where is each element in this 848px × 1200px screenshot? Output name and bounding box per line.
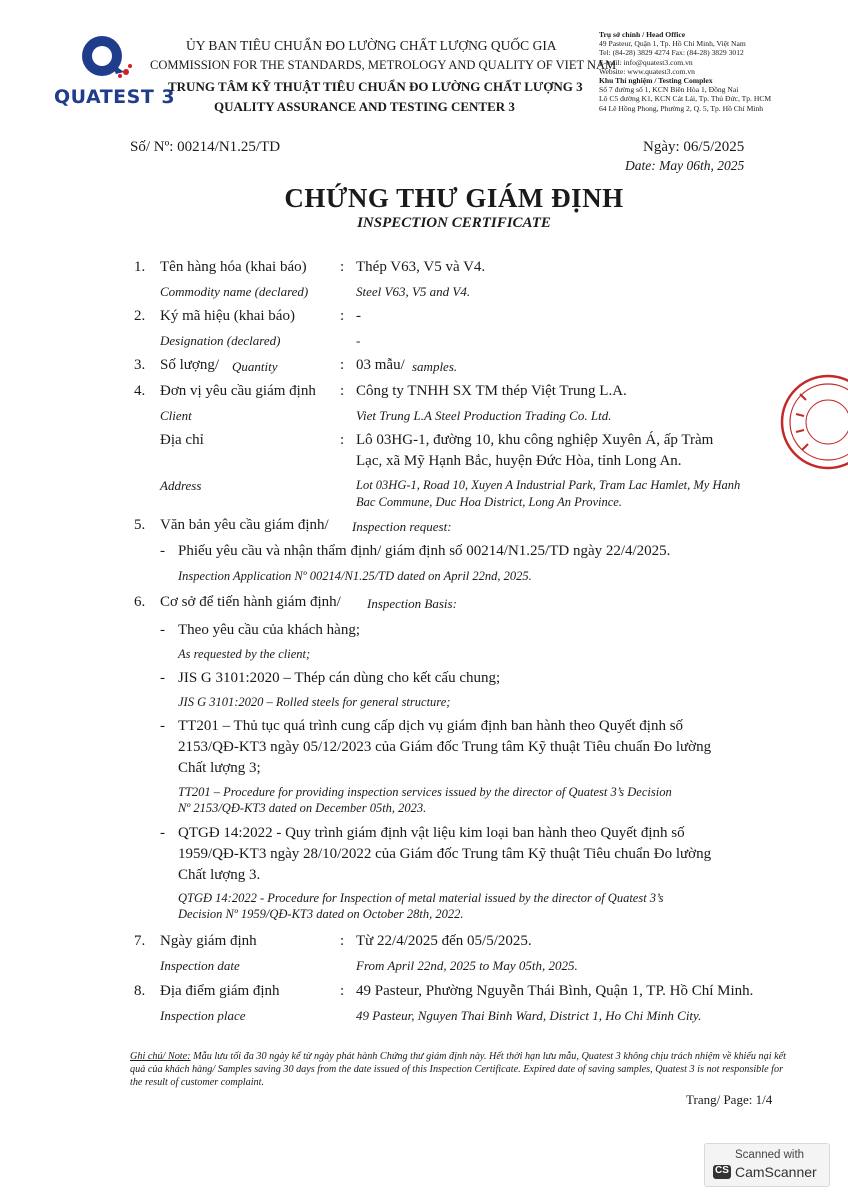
document-title: CHỨNG THƯ GIÁM ĐỊNH xyxy=(284,183,624,213)
item-label: Ký mã hiệu (khai báo) xyxy=(160,308,295,324)
item-number: 1. xyxy=(134,259,146,275)
testing-complex-address-3: 64 Lê Hồng Phong, Phường 2, Q. 5, Tp. Hồ Chí Minh xyxy=(599,103,764,113)
bullet-dash: - xyxy=(160,670,165,686)
bullet-text-line-1: QTGĐ 14:2022 - Quy trình giám định vật liệu kim loại ban hành theo Quyết định số xyxy=(178,825,685,841)
footer-note-label: Ghi chú/ Note: xyxy=(130,1051,191,1062)
logo-text: QUATEST 3 xyxy=(54,86,176,108)
head-office-address: 49 Pasteur, Quận 1, Tp. Hồ Chí Minh, Việt Nam xyxy=(599,39,746,49)
item-colon: : xyxy=(340,933,345,949)
item-label: Văn bản yêu cầu giám định/ xyxy=(160,517,329,533)
item-label-en: Inspection place xyxy=(160,1008,246,1023)
bullet-dash: - xyxy=(160,543,165,559)
bullet-text-en-line-2: Nº 2153/QĐ-KT3 dated on December 05th, 2023. xyxy=(178,801,427,815)
bullet-text-line-2: 2153/QĐ-KT3 ngày 05/12/2023 của Giám đốc Trung tâm Kỹ thuật Tiêu chuẩn Đo lường xyxy=(178,739,712,755)
head-office-title: Trụ sở chính / Head Office xyxy=(599,30,686,39)
item-value-en: 49 Pasteur, Nguyen Thai Binh Ward, District 1, Ho Chi Minh City. xyxy=(356,1008,702,1023)
bullet-dash: - xyxy=(160,718,165,734)
item-value-en: Viet Trung L.A Steel Production Trading Co. Ltd. xyxy=(356,408,612,423)
item-label: Ngày giám định xyxy=(160,933,257,949)
item-value: Thép V63, V5 và V4. xyxy=(356,259,486,275)
item-colon: : xyxy=(340,383,345,399)
item-number: 3. xyxy=(134,357,146,373)
issue-date-en: Date: May 06th, 2025 xyxy=(625,158,745,173)
item-colon: : xyxy=(340,983,345,999)
head-office-phone: Tel: (84-28) 3829 4274 Fax: (84-28) 3829 3012 xyxy=(599,48,744,58)
address-line-1: Lô 03HG-1, đường 10, khu công nghiệp Xuyên Á, ấp Tràm xyxy=(356,432,714,448)
bullet-text: Theo yêu cầu của khách hàng; xyxy=(178,622,360,638)
bullet-text-en: JIS G 3101:2020 – Rolled steels for general structure; xyxy=(178,695,451,709)
item-label-en: Commodity name (declared) xyxy=(160,284,309,299)
bullet-dash: - xyxy=(160,825,165,841)
item-value: Từ 22/4/2025 đến 05/5/2025. xyxy=(356,933,532,949)
bullet-text-line-1: TT201 – Thủ tục quá trình cung cấp dịch vụ giám định ban hành theo Quyết định số xyxy=(178,718,684,734)
head-office-block xyxy=(599,30,771,113)
bullet-text-line-3: Chất lượng 3; xyxy=(178,760,261,776)
head-office-email: E-mail: info@quatest3.com.vn xyxy=(599,57,693,67)
center-name-en: QUALITY ASSURANCE AND TESTING CENTER 3 xyxy=(214,99,515,114)
item-label-en: Client xyxy=(160,408,192,423)
item-value: 03 mẫu/ xyxy=(356,357,405,373)
head-office-website: Website: www.quatest3.com.vn xyxy=(599,66,695,76)
item-label-en: Inspection request: xyxy=(352,519,452,534)
item-value-en: Steel V63, V5 and V4. xyxy=(356,284,471,299)
address-line-2: Lạc, xã Mỹ Hạnh Bắc, huyện Đức Hòa, tỉnh Long An. xyxy=(356,453,682,469)
camscanner-icon-text: CS xyxy=(715,1165,729,1176)
item-value: - xyxy=(356,308,361,324)
address-label-en: Address xyxy=(160,478,202,493)
item-label: Tên hàng hóa (khai báo) xyxy=(160,259,307,275)
address-en-line-2: Bac Commune, Duc Hoa District, Long An Province. xyxy=(356,495,622,509)
item-value-en: - xyxy=(356,333,361,348)
document-subtitle: INSPECTION CERTIFICATE xyxy=(357,215,551,231)
testing-complex-title: Khu Thí nghiệm / Testing Complex xyxy=(599,76,713,86)
item-colon: : xyxy=(340,432,345,448)
item-label: Cơ sở để tiến hành giám định/ xyxy=(160,594,341,610)
bullet-text: JIS G 3101:2020 – Thép cán dùng cho kết cấu chung; xyxy=(178,670,501,686)
item-label: Số lượng/ xyxy=(160,357,219,373)
item-value: Công ty TNHH SX TM thép Việt Trung L.A. xyxy=(356,383,627,399)
address-en-line-1: Lot 03HG-1, Road 10, Xuyen A Industrial Park, Tram Lac Hamlet, My Hanh xyxy=(356,478,741,492)
item-value-en: samples. xyxy=(412,359,458,374)
org-name-en: COMMISSION FOR THE STANDARDS, METROLOGY AND QUALITY OF VIET NAM xyxy=(150,58,617,72)
item-number: 4. xyxy=(134,383,146,399)
camscanner-badge xyxy=(704,1143,830,1187)
bullet-text-en-line-1: QTGĐ 14:2022 - Procedure for Inspection of metal material issued by the director of Quatest 3’s xyxy=(178,891,664,905)
item-label-en: Quantity xyxy=(232,359,278,374)
bullet-text-en: As requested by the client; xyxy=(178,647,311,661)
quatest3-logo xyxy=(50,32,176,112)
item-number: 2. xyxy=(134,308,146,324)
bullet-text-en-line-1: TT201 – Procedure for providing inspection services issued by the director of Quatest 3’s Decision xyxy=(178,785,672,799)
camscanner-name: CamScanner xyxy=(735,1164,817,1180)
item-label: Địa điểm giám định xyxy=(160,983,280,999)
bullet-dash: - xyxy=(160,622,165,638)
item-number: 7. xyxy=(134,933,146,949)
item-number: 6. xyxy=(134,594,146,610)
item-colon: : xyxy=(340,357,345,373)
item-label-en: Inspection date xyxy=(160,958,240,973)
item-number: 5. xyxy=(134,517,146,533)
testing-complex-address-1: Số 7 đường số 1, KCN Biên Hòa 1, Đồng Nai xyxy=(599,85,739,95)
item-value-en: From April 22nd, 2025 to May 05th, 2025. xyxy=(356,958,578,973)
item-label-en: Designation (declared) xyxy=(160,333,281,348)
certificate-number: Số/ Nº: 00214/N1.25/TD xyxy=(130,139,281,155)
center-name-vn: TRUNG TÂM KỸ THUẬT TIÊU CHUẨN ĐO LƯỜNG CHẤT LƯỢNG 3 xyxy=(168,79,583,94)
footer-note-text: Mẫu lưu tối đa 30 ngày kể từ ngày phát hành Chứng thư giám định này. Hết thời hạn lưu mẫu, Quatest 3 không chịu trách nhiệm về khiếu nại kết quả của khách hàng/ Samples saving 30 days from the date issued of this Inspection Certificate. Expired date of saving samples, Quatest 3 is not responsible for the result of customer complaint. xyxy=(130,1051,786,1088)
item-number: 8. xyxy=(134,983,146,999)
bullet-text-en-line-2: Decision Nº 1959/QĐ-KT3 dated on October 28th, 2022. xyxy=(178,907,464,921)
footer-note xyxy=(130,1050,790,1089)
org-name-vn: ỦY BAN TIÊU CHUẨN ĐO LƯỜNG CHẤT LƯỢNG QUỐC GIA xyxy=(186,38,557,53)
issue-date-vn: Ngày: 06/5/2025 xyxy=(643,139,745,155)
item-colon: : xyxy=(340,259,345,275)
scanned-with-text: Scanned with xyxy=(735,1149,805,1161)
camscanner-icon xyxy=(713,1165,731,1179)
page-number: Trang/ Page: 1/4 xyxy=(686,1092,773,1107)
bullet-text: Phiếu yêu cầu và nhận thẩm định/ giám định số 00214/N1.25/TD ngày 22/4/2025. xyxy=(178,543,671,559)
item-colon: : xyxy=(340,308,345,324)
address-label: Địa chỉ xyxy=(160,432,204,448)
item-value: 49 Pasteur, Phường Nguyễn Thái Bình, Quận 1, TP. Hồ Chí Minh. xyxy=(356,983,754,999)
item-label: Đơn vị yêu cầu giám định xyxy=(160,383,316,399)
bullet-text-en: Inspection Application Nº 00214/N1.25/TD dated on April 22nd, 2025. xyxy=(178,569,532,583)
red-seal-stamp xyxy=(776,364,848,484)
bullet-text-line-2: 1959/QĐ-KT3 ngày 28/10/2022 của Giám đốc Trung tâm Kỹ thuật Tiêu chuẩn Đo lường xyxy=(178,846,712,862)
bullet-text-line-3: Chất lượng 3. xyxy=(178,867,261,883)
item-label-en: Inspection Basis: xyxy=(367,596,457,611)
testing-complex-address-2: Lô C5 đường K1, KCN Cát Lái, Tp. Thủ Đức, Tp. HCM xyxy=(599,94,772,104)
